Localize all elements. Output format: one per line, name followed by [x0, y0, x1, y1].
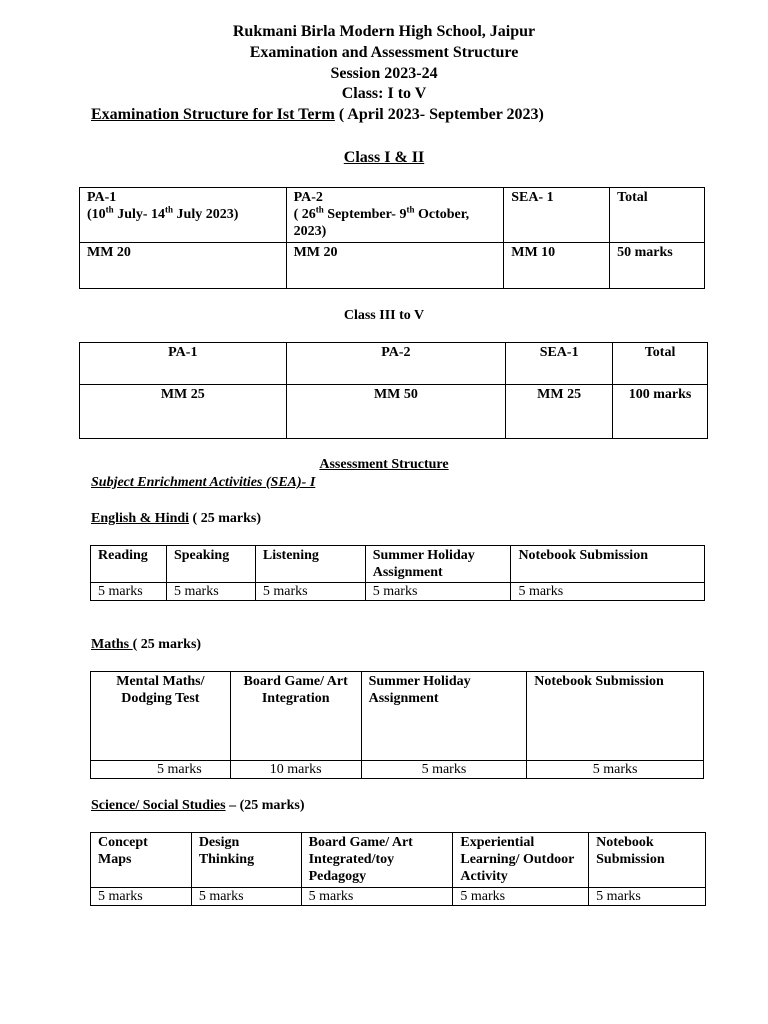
- header-cell: PA-1: [80, 343, 287, 385]
- marks-cell: 5 marks: [191, 888, 301, 906]
- document-title: Examination and Assessment Structure: [249, 44, 519, 61]
- marks-cell: 5 marks: [361, 761, 527, 779]
- class-3-5-heading: Class III to V: [343, 308, 425, 323]
- marks-cell: 10 marks: [230, 761, 361, 779]
- header-cell: Notebook Submission: [527, 672, 704, 761]
- subject-total: – (25 marks): [225, 798, 305, 813]
- table-row: [80, 188, 705, 243]
- marks-cell: MM 20: [80, 243, 287, 289]
- marks-cell: 5 marks: [166, 583, 255, 601]
- table-row: [91, 833, 706, 888]
- marks-cell: 5 marks: [511, 583, 705, 601]
- table-row: [91, 546, 705, 583]
- header-cell: Board Game/ Art Integration: [230, 672, 361, 761]
- marks-cell: 5 marks: [91, 888, 192, 906]
- header-cell: Board Game/ Art Integrated/toy Pedagogy: [301, 833, 453, 888]
- class-1-2-heading: Class I & II: [343, 149, 425, 166]
- class-3-5-table: [79, 342, 708, 439]
- term-range: ( April 2023- September 2023): [334, 106, 544, 123]
- subject-total: ( 25 marks): [189, 511, 261, 526]
- header-cell: Experiential Learning/ Outdoor Activity: [453, 833, 589, 888]
- header-cell: Notebook Submission: [511, 546, 705, 583]
- header-cell: SEA-1: [506, 343, 613, 385]
- pa2-dates: ( 26th September- 9th October, 2023): [293, 204, 470, 239]
- sea1-header-cell: SEA- 1: [504, 188, 610, 243]
- table-row: [91, 761, 704, 779]
- classes-label: Class: I to V: [341, 85, 427, 102]
- science-label: [91, 797, 305, 814]
- marks-cell: 5 marks: [301, 888, 453, 906]
- header-cell: Summer Holiday Assignment: [365, 546, 511, 583]
- table-row: [91, 888, 706, 906]
- header-cell: Reading: [91, 546, 167, 583]
- pa2-header-cell: [286, 188, 504, 243]
- term-title: Examination Structure for Ist Term: [91, 106, 335, 123]
- subject-total: ( 25 marks): [132, 637, 202, 652]
- pa2-title: PA-2: [293, 190, 323, 205]
- table-row: [80, 243, 705, 289]
- marks-cell: 5 marks: [91, 761, 231, 779]
- marks-cell: 50 marks: [610, 243, 705, 289]
- marks-cell: 5 marks: [527, 761, 704, 779]
- term-heading: [91, 105, 544, 125]
- total-header-cell: Total: [610, 188, 705, 243]
- pa1-title: PA-1: [87, 190, 117, 205]
- subject-name: Science/ Social Studies: [91, 798, 226, 813]
- maths-label: [91, 636, 201, 653]
- pa1-dates: (10th July- 14th July 2023): [87, 204, 239, 222]
- header-cell: Mental Maths/ Dodging Test: [91, 672, 231, 761]
- table-row: [91, 583, 705, 601]
- header-cell: Concept Maps: [91, 833, 192, 888]
- table-row: [80, 343, 708, 385]
- marks-cell: 5 marks: [589, 888, 706, 906]
- header-cell: Listening: [255, 546, 365, 583]
- marks-cell: MM 50: [286, 385, 506, 439]
- school-name: Rukmani Birla Modern High School, Jaipur: [232, 23, 536, 40]
- marks-cell: 5 marks: [255, 583, 365, 601]
- marks-cell: 5 marks: [91, 583, 167, 601]
- maths-table: [90, 671, 704, 779]
- english-hindi-label: [91, 510, 261, 527]
- marks-cell: 5 marks: [365, 583, 511, 601]
- science-table: [90, 832, 706, 906]
- marks-cell: MM 25: [506, 385, 613, 439]
- sea-title: Subject Enrichment Activities (SEA)- I: [91, 475, 316, 490]
- table-row: [80, 385, 708, 439]
- table-row: [91, 672, 704, 761]
- header-cell: Summer Holiday Assignment: [361, 672, 527, 761]
- header-cell: Notebook Submission: [589, 833, 706, 888]
- marks-cell: MM 25: [80, 385, 287, 439]
- marks-cell: 5 marks: [453, 888, 589, 906]
- marks-cell: MM 20: [286, 243, 504, 289]
- assessment-heading: Assessment Structure: [319, 457, 449, 472]
- header-cell: PA-2: [286, 343, 506, 385]
- header-cell: Speaking: [166, 546, 255, 583]
- marks-cell: MM 10: [504, 243, 610, 289]
- subject-name: Maths: [91, 637, 133, 652]
- header-cell: Design Thinking: [191, 833, 301, 888]
- subject-name: English & Hindi: [91, 511, 190, 526]
- pa1-header-cell: [80, 188, 287, 243]
- header-cell: Total: [613, 343, 708, 385]
- marks-cell: 100 marks: [613, 385, 708, 439]
- class-1-2-table: [79, 187, 705, 289]
- session-label: Session 2023-24: [330, 65, 438, 82]
- english-hindi-table: [90, 545, 705, 601]
